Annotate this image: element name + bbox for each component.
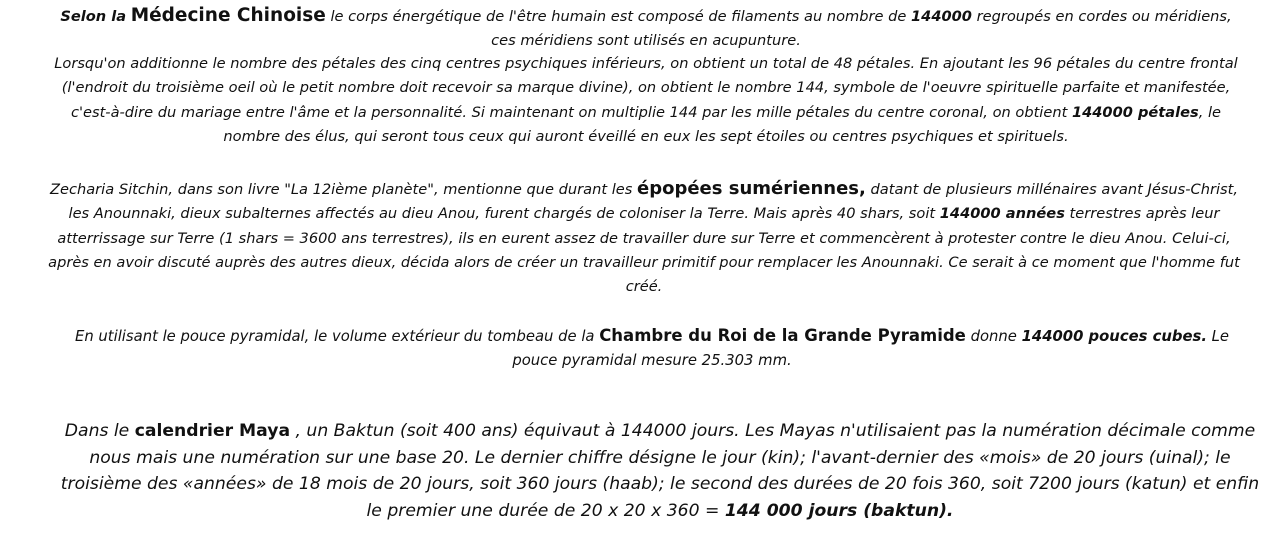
highlight-baktun: 144 000 jours (baktun). xyxy=(724,500,954,521)
paragraph-text: , le nombre des élus, qui seront tous ceux qui auront éveillé en eux les sept étoiles ou centres psychiques et spirituels. xyxy=(223,103,1222,145)
paragraph-text: , un Baktun (soit 400 ans) équivaut à 144000 jours. Les Mayas n'utilisaient pas la numération décimale comme nous mais une numération sur une base 20. Le dernier chiffre désigne le jour (kin); l'avant-dernier des «mois» de 20 jours (uinal); le troisième des «années» de 18 mois de 20 jours, soit 360 jours (haab); le second des durées de 20 fois 360, soit 7200 jours (katun) et enfin le premier une durée de 20 x 20 x 360 = xyxy=(60,421,1260,521)
paragraph-text: Lorsqu'on additionne le nombre des pétales des cinq centres psychiques inférieurs, on obtient un total de 48 pétales. En ajoutant les 96 pétales du centre frontal (l'endroit du troisième oeil où le petit nombre doit recevoir sa marque divine), on obtient le nombre 144, symbole de l'oeuvre spirituelle parfaite et manifestée, c'est-à-dire du mariage entre l'âme et la personnalité. Si maintenant on multiplie 144 par les mille pétales du centre coronal, on obtient xyxy=(54,55,1238,121)
paragraph-chinese-medicine xyxy=(50,4,1242,53)
paragraph-sitchin xyxy=(46,177,1242,299)
paragraph-maya xyxy=(55,418,1265,524)
paragraph-text: le corps énergétique de l'être humain est composé de filaments au nombre de xyxy=(325,8,912,25)
paragraph-text: En utilisant le pouce pyramidal, le volume extérieur du tombeau de la xyxy=(74,328,600,345)
paragraph-text: terrestres après leur atterrissage sur Terre (1 shars = 3600 ans terrestres), ils en eurent assez de travailler dure sur Terre et commencèrent à protester contre le dieu Anou. Celui-ci, après en avoir discuté auprès des autres dieux, décida alors de créer un travailleur primitif pour remplacer les Anounnaki. Ce serait à ce moment que l'homme fut créé. xyxy=(48,205,1240,296)
paragraph-text: datant de plusieurs millénaires avant Jésus-Christ, les Anounnaki, dieux subalternes affectés au dieu Anou, furent chargés de coloniser la Terre. Mais après 40 shars, soit xyxy=(68,181,1238,223)
paragraph-petals xyxy=(50,52,1242,149)
paragraph-text: Le pouce pyramidal mesure 25.303 mm. xyxy=(512,328,1230,369)
paragraph-pyramid xyxy=(56,324,1248,373)
paragraph-text: Dans le xyxy=(64,421,135,441)
highlight-cubic-inches: 144000 pouces cubes. xyxy=(1021,328,1207,345)
highlight-years: 144000 années xyxy=(939,205,1065,223)
kings-chamber-heading: Chambre du Roi de la Grande Pyramide xyxy=(599,326,966,345)
intro-label: Selon la xyxy=(60,8,127,25)
sumerian-epics-heading: épopées sumériennes, xyxy=(636,178,866,199)
paragraph-text: regroupés en cordes ou méridiens, ces méridiens sont utilisés en acupunture. xyxy=(491,8,1232,49)
maya-calendar-heading: calendrier Maya xyxy=(134,421,291,441)
paragraph-text: donne xyxy=(965,328,1022,345)
highlight-petals: 144000 pétales xyxy=(1071,103,1199,121)
chinese-medicine-heading: Médecine Chinoise xyxy=(130,5,326,26)
paragraph-text: Zecharia Sitchin, dans son livre "La 12ième planète", mentionne que durant les xyxy=(49,181,637,198)
highlight-number: 144000 xyxy=(911,8,972,25)
